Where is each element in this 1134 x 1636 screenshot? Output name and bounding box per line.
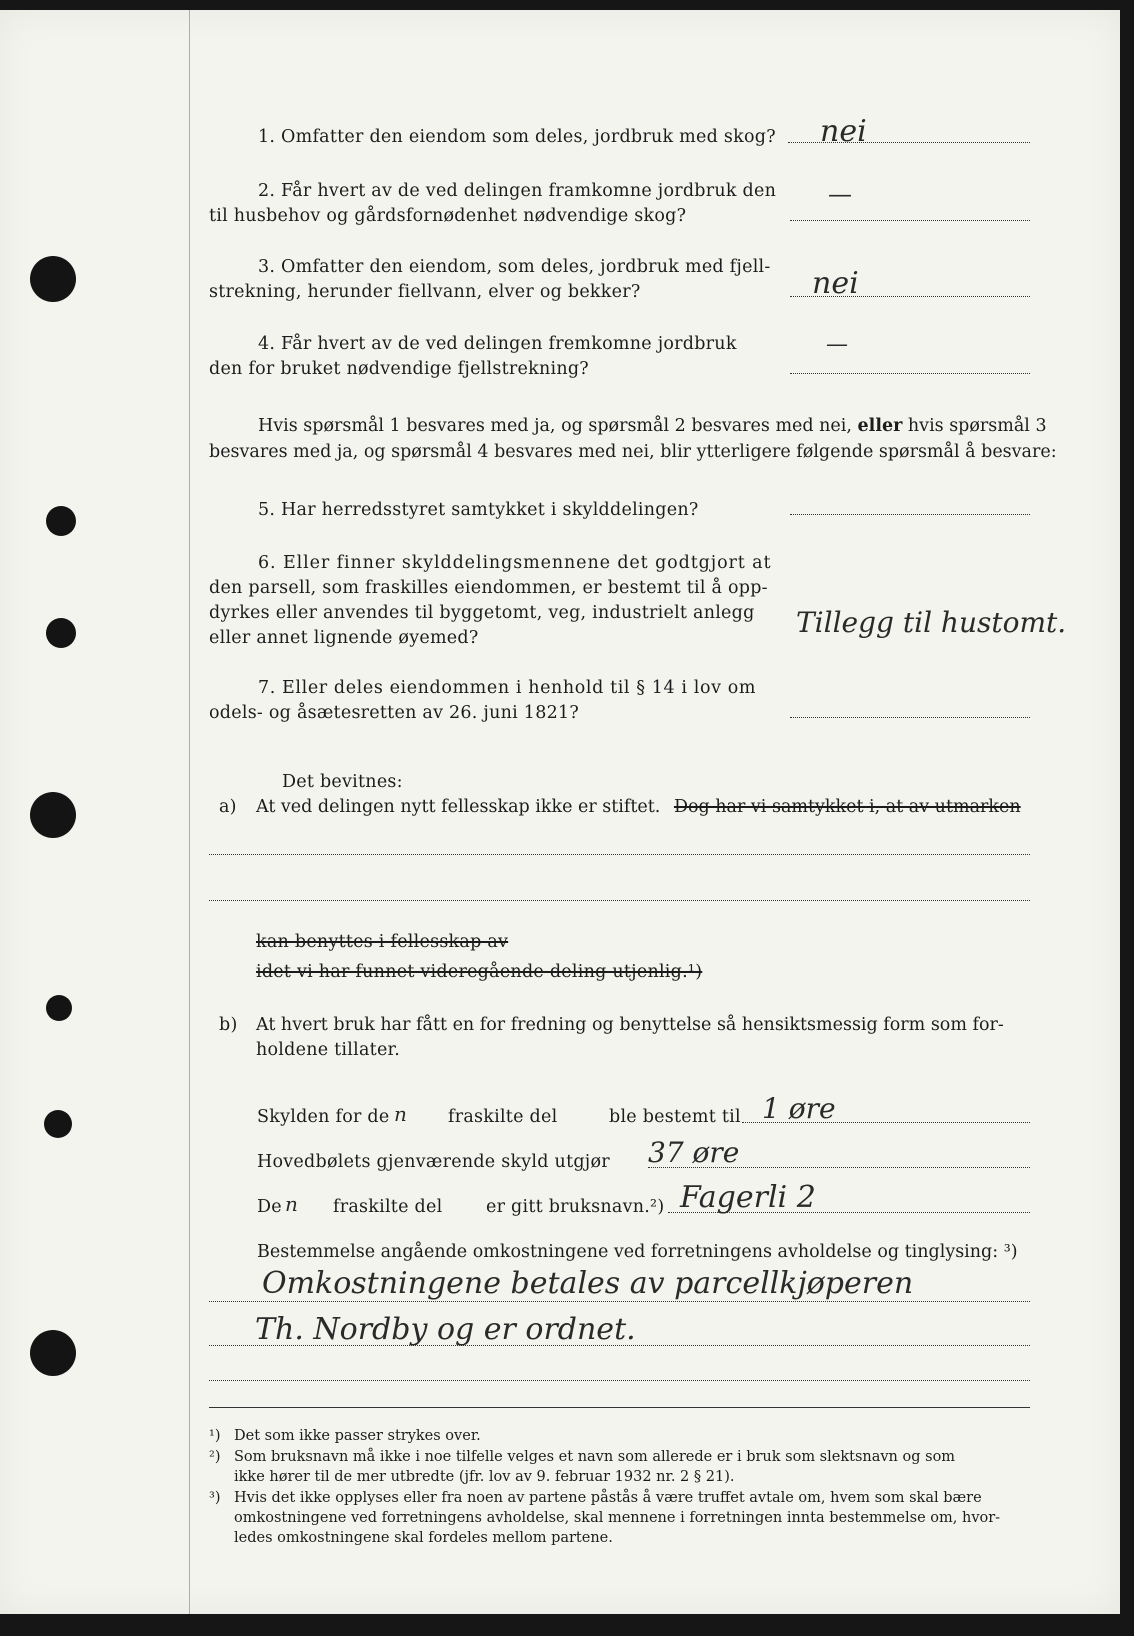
footnote-3-line-3: ledes omkostningene skal fordeles mellom partene. [234,1530,613,1546]
footnote-2-line-2: ikke hører til de mer utbredte (jfr. lov av 9. februar 1932 nr. 2 § 21). [234,1469,735,1485]
struck-line-1: kan benyttes i fellesskap av [256,932,509,952]
margin-rule [189,10,190,1614]
punch-hole [46,995,72,1021]
skylden-label-3: ble bestemt til [609,1107,741,1127]
punch-hole [46,618,76,648]
question-4-line-1: 4. Får hvert av de ved delingen fremkomne jordbruk [258,334,737,354]
omk-line-2-text: Th. Nordby og er ordnet. [255,1312,636,1347]
answer-line-2 [790,220,1030,221]
footnote-3-line-1: Hvis det ikke opplyses eller fra noen av partene påstås å være truffet avtale om, hvem som skal bære [234,1490,982,1506]
omk-line-1 [209,1301,1030,1302]
footnote-1: Det som ikke passer strykes over. [234,1428,481,1444]
question-2-line-2: til husbehov og gårdsfornødenhet nødvendige skog? [209,206,687,226]
footnote-2-line-1: Som bruksnavn må ikke i noe tilfelle velges et navn som allerede er i bruk som slektsnavn og som [234,1449,956,1465]
question-3-line-1: 3. Omfatter den eiendom, som deles, jordbruk med fjell- [258,257,771,277]
den-label-1: De [257,1197,282,1217]
skylden-label-1: Skylden for de [257,1107,390,1127]
hovedbol-label: Hovedbølets gjenværende skyld utgjør [257,1152,610,1172]
question-7-line-1: 7. Eller deles eiendommen i henhold til § 14 i lov om [258,678,757,698]
question-6-line-1: 6. Eller finner skylddelingsmennene det godtgjort at [258,553,772,573]
witness-a-text [256,797,1021,817]
omk-line-3 [209,1380,1030,1381]
den-label-2: fraskilte del [333,1197,443,1217]
answer-3: nei [812,266,859,301]
struck-line-2: idet vi har funnet videregående deling utjenlig.¹) [256,962,703,982]
question-2-line-1: 2. Får hvert av de ved delingen framkomne jordbruk den [258,181,777,201]
hovedbol-value: 37 øre [648,1136,740,1169]
answer-line-5 [790,514,1030,515]
skylden-value: 1 øre [762,1092,836,1125]
skylden-label-2: fraskilte del [448,1107,558,1127]
witness-b-line-2: holdene tillater. [256,1040,401,1060]
document-page [0,10,1120,1614]
footnote-rule [209,1407,1030,1408]
question-7-line-2: odels- og åsætesretten av 26. juni 1821? [209,703,579,723]
answer-6: Tillegg til hustomt. [796,606,1067,639]
answer-line-4 [790,373,1030,374]
intro-text-b: hvis spørsmål 3 [907,416,1047,436]
witness-b-line-1: At hvert bruk har fått en for fredning og benyttelse så hensiktsmessig form som for- [256,1015,1004,1035]
question-6-line-4: eller annet lignende øyemed? [209,628,479,648]
answer-2: — [828,180,852,208]
intro-text-a: Hvis spørsmål 1 besvares med ja, og spørsmål 2 besvares med nei, [258,416,852,436]
intro-line-2: besvares med ja, og spørsmål 4 besvares med nei, blir ytterligere følgende spørsmål å besvare: [209,442,1057,462]
question-6-line-2: den parsell, som fraskilles eiendommen, er bestemt til å opp- [209,578,768,598]
answer-1: nei [820,114,867,149]
question-6-line-3: dyrkes eller anvendes til byggetomt, veg, industrielt anlegg [209,603,755,623]
blank-line [209,900,1030,901]
footnote-2-mark: ²) [209,1449,221,1465]
intro-text-bold: eller [857,416,903,436]
den-label-3: er gitt bruksnavn.²) [486,1197,665,1217]
question-1: 1. Omfatter den eiendom som deles, jordbruk med skog? [258,127,776,147]
footnote-1-mark: ¹) [209,1428,221,1444]
question-3-line-2: strekning, herunder fiellvann, elver og bekker? [209,282,641,302]
blank-line [209,854,1030,855]
answer-4: — [826,332,848,357]
punch-hole [30,256,76,302]
witness-a-struck: Dog har vi samtykket i, at av utmarken [673,797,1021,817]
punch-hole [44,1110,72,1138]
question-4-line-2: den for bruket nødvendige fjellstrekning? [209,359,589,379]
den-hand: n [285,1192,298,1216]
answer-line-7 [790,717,1030,718]
witness-b-label: b) [219,1015,238,1035]
punch-hole [46,506,76,536]
skylden-hand: n [394,1102,407,1126]
footnote-3-line-2: omkostningene ved forretningens avholdelse, skal mennene i forretningen innta bestemmelse om, hvor- [234,1510,1001,1526]
punch-hole [30,792,76,838]
intro-line-1 [258,416,1047,436]
witness-a-label: a) [219,797,237,817]
witness-a-statement: At ved delingen nytt fellesskap ikke er stiftet. [256,797,661,817]
footnote-3-mark: ³) [209,1490,221,1506]
punch-hole [30,1330,76,1376]
bestemmelse-label: Bestemmelse angående omkostningene ved forretningens avholdelse og tinglysing: ³) [257,1242,1018,1262]
witness-heading: Det bevitnes: [282,772,403,792]
den-value: Fagerli 2 [680,1180,816,1215]
question-5: 5. Har herredsstyret samtykket i skylddelingen? [258,500,699,520]
omk-line-1-text: Omkostningene betales av parcellkjøperen [262,1266,914,1301]
